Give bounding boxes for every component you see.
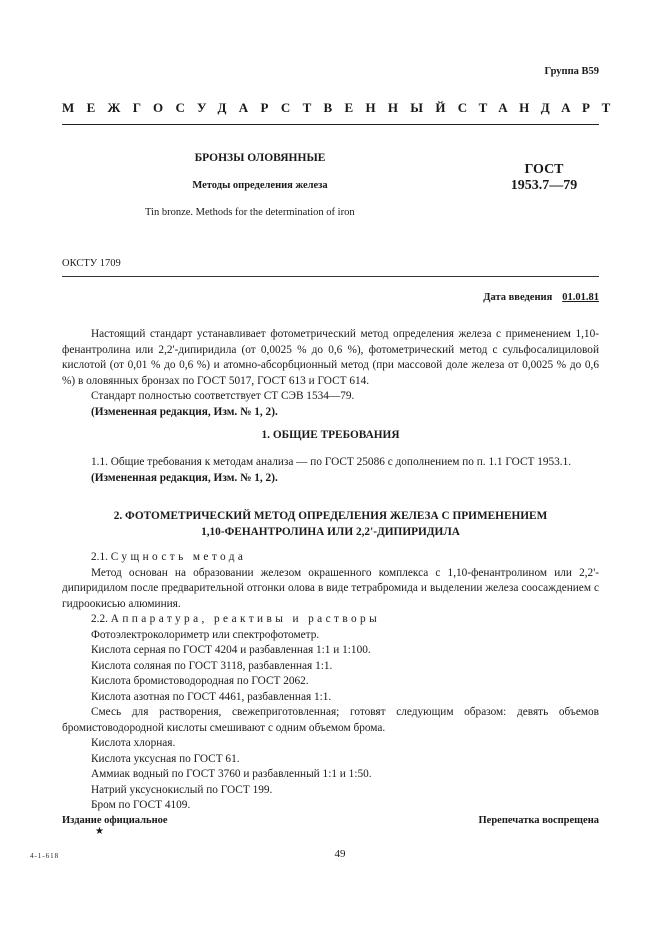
intro-block <box>62 327 599 420</box>
list-item: Кислота бромистоводородная по ГОСТ 2062. <box>91 675 309 687</box>
document-title: БРОНЗЫ ОЛОВЯННЫЕ <box>194 152 326 164</box>
list-item: Кислота соляная по ГОСТ 3118, разбавленная 1:1. <box>91 659 333 672</box>
reprint-prohibited-label: Перепечатка воспрещена <box>478 815 599 826</box>
section-1-heading: 1. ОБЩИЕ ТРЕБОВАНИЯ <box>261 429 400 441</box>
list-item: Кислота хлорная. <box>91 737 176 749</box>
list-item: Смесь для растворения, свежеприготовленная; готовят следующим образом: девять объемов бромистоводородной кислоты смешивают с одним объемом брома. <box>62 706 599 734</box>
gost-number: 1953.7—79 <box>510 178 578 193</box>
clause-2-1-heading <box>62 550 599 566</box>
section-2-body <box>62 550 599 814</box>
section-2-heading-line1: 2. ФОТОМЕТРИЧЕСКИЙ МЕТОД ОПРЕДЕЛЕНИЯ ЖЕЛЕЗА С ПРИМЕНЕНИЕМ <box>113 510 548 522</box>
document-subtitle: Методы определения железа <box>192 180 328 191</box>
page-number: 49 <box>334 848 346 860</box>
banner-word-interstate: МЕЖГОСУДАРСТВЕННЫЙ <box>62 100 458 115</box>
section-2-heading-line2: 1,10-ФЕНАНТРОЛИНА ИЛИ 2,2'-ДИПИРИДИЛА <box>201 525 460 538</box>
intro-amendment: (Измененная редакция, Изм. № 1, 2). <box>91 405 278 418</box>
clause-1-1: 1.1. Общие требования к методам анализа — по ГОСТ 25086 с дополнением по п. 1.1 ГОСТ 1953.1. <box>91 456 572 468</box>
clause-2-2-heading <box>62 612 599 628</box>
banner-word-standard: СТАНДАРТ <box>457 100 622 115</box>
intro-compliance: Стандарт полностью соответствует СТ СЭВ 1534—79. <box>91 390 355 402</box>
clause-2-1-text: Метод основан на образовании железом окрашенного комплекса с 1,10-фенантролином или 2,2'-дипиридилом после предварительной отгонки олова в виде тетрабромида и выделении железа соосаждением с гидроокисью алюминия. <box>62 566 599 610</box>
star-icon: ★ <box>95 826 104 837</box>
okstu-rule <box>62 276 599 277</box>
clause-2-2-title: Аппаратура, реактивы и растворы <box>110 613 381 625</box>
print-mark: 4-1-618 <box>30 852 60 860</box>
list-item: Кислота азотная по ГОСТ 4461, разбавленная 1:1. <box>91 690 332 703</box>
gost-label: ГОСТ <box>524 162 564 177</box>
clause-2-2-number: 2.2. <box>91 613 108 625</box>
group-code: Группа В59 <box>544 66 599 77</box>
interstate-standard-banner <box>62 100 622 116</box>
clause-2-1-number: 2.1. <box>91 551 108 563</box>
intro-date-label: Дата введения <box>483 292 553 303</box>
official-edition-label: Издание официальное <box>62 815 168 826</box>
header-rule <box>62 124 599 125</box>
section-1-body <box>62 455 599 486</box>
list-item: Аммиак водный по ГОСТ 3760 и разбавленный 1:1 и 1:50. <box>91 768 372 780</box>
english-title: Tin bronze. Methods for the determination of iron <box>145 207 355 218</box>
list-item: Натрий уксуснокислый по ГОСТ 199. <box>91 783 273 796</box>
intro-date <box>483 292 599 303</box>
gost-designation <box>494 162 594 194</box>
list-item: Бром по ГОСТ 4109. <box>91 799 191 811</box>
intro-date-value: 01.01.81 <box>562 292 599 303</box>
list-item: Кислота серная по ГОСТ 4204 и разбавленная 1:1 и 1:100. <box>91 644 371 656</box>
clause-1-1-amendment: (Измененная редакция, Изм. № 1, 2). <box>91 471 278 484</box>
list-item: Кислота уксусная по ГОСТ 61. <box>91 752 240 765</box>
clause-2-1-title: Сущность метода <box>110 551 247 563</box>
intro-paragraph: Настоящий стандарт устанавливает фотометрический метод определения железа с применением 1,10-фенантролина или 2,2'-дипиридила (от 0,0025 % до 0,6 %), фотометрический метод с сульфосалициловой кислотой (от 0,01 % до 0,6 %) и атомно-абсорбционный метод (при массовой доле железа от 0,0025 % до 0,6 %) в оловянных бронзах по ГОСТ 5017, ГОСТ 613 и ГОСТ 614. <box>62 328 599 387</box>
list-item: Фотоэлектроколориметр или спектрофотометр. <box>91 628 320 641</box>
section-1 <box>62 428 599 444</box>
okstu-code: ОКСТУ 1709 <box>62 258 121 269</box>
section-2-heading <box>62 509 599 540</box>
